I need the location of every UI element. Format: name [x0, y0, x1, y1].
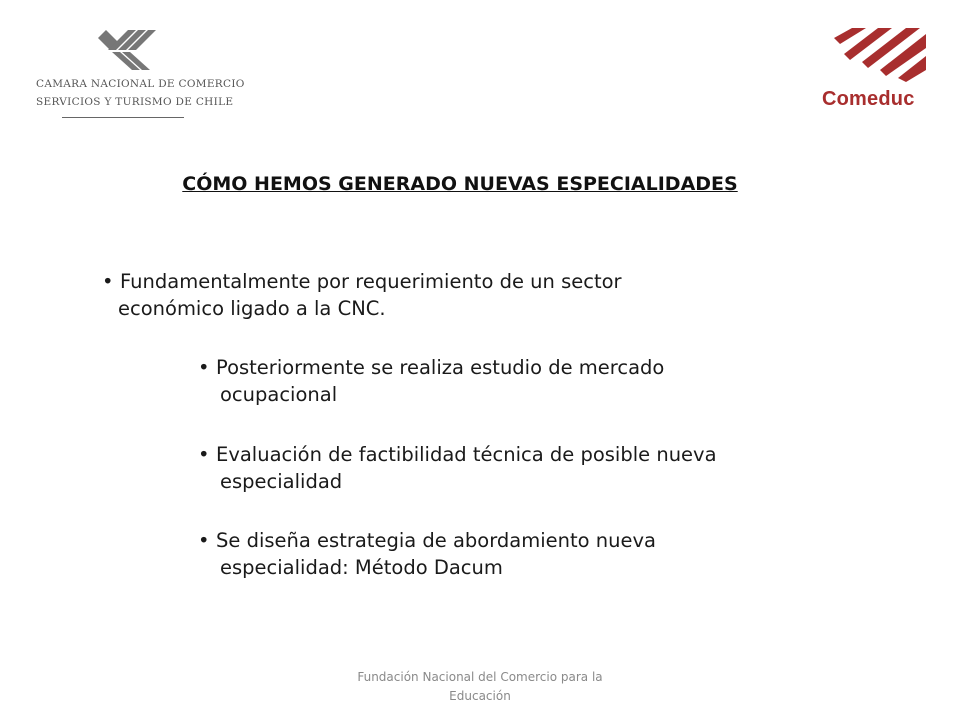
bullet-marker: •: [198, 356, 210, 379]
bullet-text-line: ocupacional: [220, 383, 338, 406]
bullet-text-line: Fundamentalmente por requerimiento de un sector: [120, 270, 622, 293]
cnc-name-line: CAMARA NACIONAL DE COMERCIO: [36, 78, 245, 90]
footer-line: Fundación Nacional del Comercio para la: [357, 670, 603, 684]
comeduc-logo-mark-icon: [834, 28, 926, 82]
comeduc-wordmark: Comeduc: [822, 88, 915, 110]
bullet-item: [198, 354, 664, 408]
comeduc-logo: [818, 28, 930, 116]
cnc-logo-mark-icon: [98, 28, 158, 70]
bullet-marker: •: [102, 270, 114, 293]
bullet-text-line: Se diseña estrategia de abordamiento nueva: [216, 529, 656, 552]
bullet-item: [198, 527, 656, 581]
bullet-item: [198, 441, 717, 495]
bullet-marker: •: [198, 529, 210, 552]
cnc-logo-underline: [62, 117, 184, 118]
bullet-text-line: especialidad: Método Dacum: [220, 556, 503, 579]
bullet-marker: •: [198, 443, 210, 466]
cnc-tagline-line: SERVICIOS Y TURISMO DE CHILE: [36, 96, 234, 108]
bullet-item: [102, 268, 622, 322]
bullet-text-line: Evaluación de factibilidad técnica de posible nueva: [216, 443, 717, 466]
bullet-text-line: Posteriormente se realiza estudio de mercado: [216, 356, 665, 379]
bullet-text-line: económico ligado a la CNC.: [118, 297, 386, 320]
footer: [330, 668, 630, 706]
bullet-text-line: especialidad: [220, 470, 343, 493]
cnc-logo: [36, 28, 245, 124]
slide-title: CÓMO HEMOS GENERADO NUEVAS ESPECIALIDADES: [182, 173, 738, 195]
footer-line: Educación: [449, 689, 511, 703]
